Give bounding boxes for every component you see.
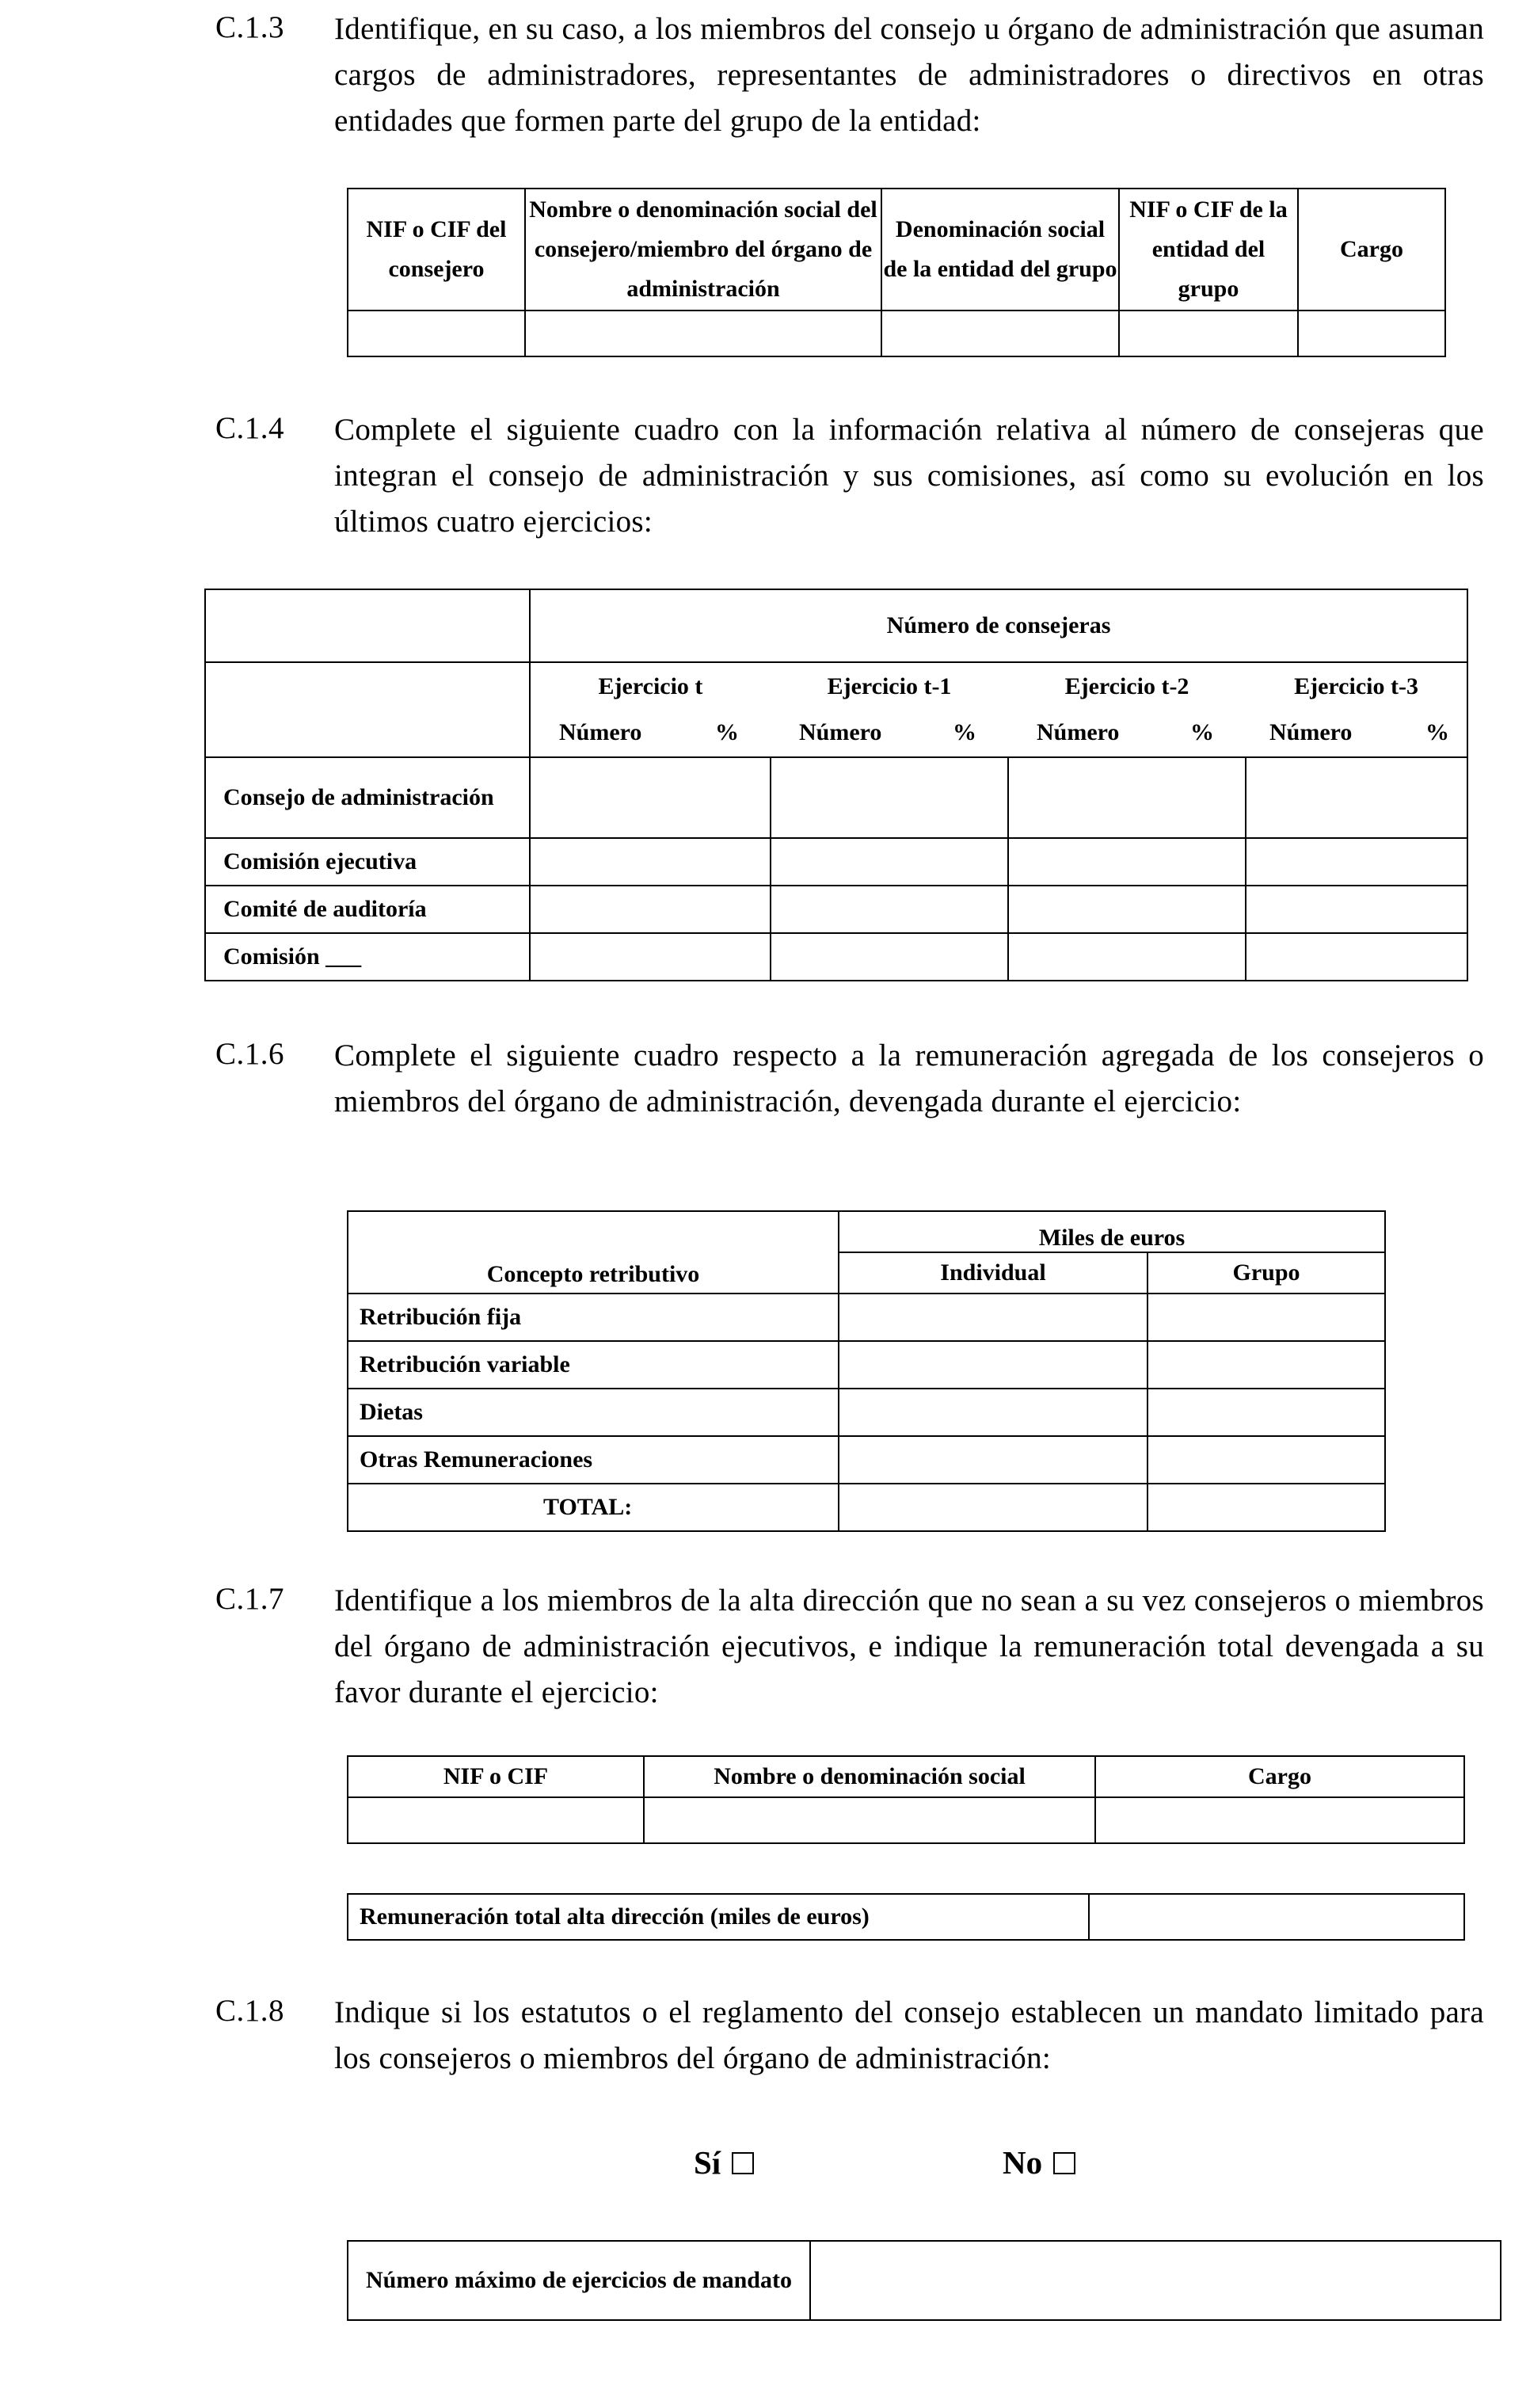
- col-header-cargo: Cargo: [1095, 1756, 1464, 1797]
- input-numero-maximo-ejercicios[interactable]: [810, 2241, 1501, 2320]
- section-text-c16: Complete el siguiente cuadro respecto a la remuneración agregada de los consejeros o miembros del órgano de administración, devengada durante el ejercicio:: [334, 1038, 1484, 1118]
- table-cell[interactable]: [771, 933, 1008, 981]
- section-number-c14: C.1.4: [215, 411, 285, 445]
- col-header-nombre: Nombre o denominación social: [644, 1756, 1095, 1797]
- sub-header-numero: Número: [1269, 719, 1353, 745]
- table-cell[interactable]: [348, 311, 525, 356]
- table-c14: [204, 589, 1468, 981]
- row-label-comision-blank: Comisión ___: [205, 933, 530, 981]
- section-number-c18: C.1.8: [215, 1994, 285, 2028]
- table-c17-total: [347, 1893, 1465, 1941]
- table-cell[interactable]: [839, 1436, 1148, 1484]
- table-cell[interactable]: [525, 311, 881, 356]
- section-text-c17: Identifique a los miembros de la alta dirección que no sean a su vez consejeros o miembros del órgano de administración ejecutivos, e indique la remuneración total devengada a su favor durante el ejercicio:: [334, 1583, 1484, 1709]
- table-cell[interactable]: [839, 1341, 1148, 1389]
- row-label-retribucion-variable: Retribución variable: [348, 1341, 839, 1389]
- sub-header-numero: Número: [799, 719, 882, 745]
- sub-header-numero: Número: [1037, 719, 1120, 745]
- col-header-nif-consejero: NIF o CIF del consejero: [348, 189, 525, 311]
- table-corner-cell: [205, 589, 530, 662]
- table-cell[interactable]: [839, 1294, 1148, 1341]
- table-cell[interactable]: [839, 1389, 1148, 1436]
- option-no-label: No: [1003, 2144, 1043, 2181]
- table-cell[interactable]: [348, 1797, 644, 1843]
- table-cell[interactable]: [1246, 757, 1467, 838]
- section-number-c17: C.1.7: [215, 1582, 285, 1616]
- table-cell[interactable]: [1246, 838, 1467, 886]
- table-cell[interactable]: [530, 933, 771, 981]
- label-numero-maximo-ejercicios: Número máximo de ejercicios de mandato: [348, 2241, 810, 2320]
- table-cell[interactable]: [530, 838, 771, 886]
- row-header-blank: [205, 662, 530, 757]
- table-cell[interactable]: [1008, 838, 1246, 886]
- table-cell[interactable]: [530, 757, 771, 838]
- table-cell[interactable]: [530, 886, 771, 933]
- table-cell[interactable]: [1246, 933, 1467, 981]
- row-label-otras-remuneraciones: Otras Remuneraciones: [348, 1436, 839, 1484]
- col-header-concepto: Concepto retributivo: [348, 1211, 839, 1294]
- table-c18: [347, 2240, 1501, 2321]
- table-cell[interactable]: [1148, 1341, 1385, 1389]
- table-cell[interactable]: [1008, 933, 1246, 981]
- sub-header-pct: %: [953, 719, 976, 745]
- sub-header-pct: %: [1190, 719, 1214, 745]
- table-cell[interactable]: [1298, 311, 1445, 356]
- table-cell[interactable]: [771, 757, 1008, 838]
- row-label-comision-ejecutiva: Comisión ejecutiva: [205, 838, 530, 886]
- table-c17: [347, 1755, 1465, 1844]
- table-cell[interactable]: [1148, 1436, 1385, 1484]
- section-text-c13: Identifique, en su caso, a los miembros del consejo u órgano de administración que asuman cargos de administradores, representantes de administradores o directivos en otras entidades que formen parte del grupo de la entidad:: [334, 12, 1484, 138]
- col-header-nif-entidad: NIF o CIF de la entidad del grupo: [1119, 189, 1298, 311]
- checkbox-no[interactable]: [1053, 2152, 1075, 2174]
- table-cell[interactable]: [1119, 311, 1298, 356]
- table-cell[interactable]: [1148, 1484, 1385, 1531]
- table-cell[interactable]: [1008, 757, 1246, 838]
- input-remuneracion-total[interactable]: [1089, 1894, 1464, 1940]
- col-header-nombre-consejero: Nombre o denominación social del consejero/miembro del órgano de administración: [525, 189, 881, 311]
- period-header-t: Ejercicio t Número %: [530, 662, 771, 757]
- section-text-c14: Complete el siguiente cuadro con la información relativa al número de consejeras que integran el consejo de administración y sus comisiones, así como su evolución en los últimos cuatro ejercicios:: [334, 413, 1484, 539]
- sub-header-numero: Número: [559, 719, 642, 745]
- row-label-retribucion-fija: Retribución fija: [348, 1294, 839, 1341]
- option-si-label: Sí: [694, 2144, 721, 2181]
- period-header-t-2: Ejercicio t-2 Número %: [1008, 662, 1246, 757]
- group-header-numero-consejeras: Número de consejeras: [530, 589, 1467, 662]
- checkbox-si[interactable]: [732, 2152, 754, 2174]
- label-remuneracion-total: Remuneración total alta dirección (miles de euros): [348, 1894, 1089, 1940]
- option-no[interactable]: [1003, 2143, 1075, 2181]
- table-cell[interactable]: [1246, 886, 1467, 933]
- table-cell[interactable]: [839, 1484, 1148, 1531]
- section-number-c13: C.1.3: [215, 10, 285, 44]
- period-header-t-1: Ejercicio t-1 Número %: [771, 662, 1008, 757]
- period-header-t-3: Ejercicio t-3 Número %: [1246, 662, 1467, 757]
- table-cell[interactable]: [1008, 886, 1246, 933]
- group-header-miles-euros: Miles de euros: [839, 1211, 1385, 1252]
- section-number-c16: C.1.6: [215, 1037, 285, 1071]
- row-label-total: TOTAL:: [348, 1484, 839, 1531]
- section-text-c18: Indique si los estatutos o el reglamento del consejo establecen un mandato limitado para los consejeros o miembros del órgano de administración:: [334, 1995, 1484, 2075]
- table-c13: [347, 188, 1446, 357]
- col-header-nif: NIF o CIF: [348, 1756, 644, 1797]
- table-cell[interactable]: [1148, 1294, 1385, 1341]
- row-label-consejo: Consejo de administración: [205, 757, 530, 838]
- sub-header-pct: %: [1425, 719, 1450, 745]
- col-header-denominacion-entidad: Denominación social de la entidad del grupo: [881, 189, 1119, 311]
- col-header-cargo: Cargo: [1298, 189, 1445, 311]
- table-cell[interactable]: [881, 311, 1119, 356]
- row-label-dietas: Dietas: [348, 1389, 839, 1436]
- table-cell[interactable]: [1095, 1797, 1464, 1843]
- col-header-individual: Individual: [839, 1252, 1148, 1294]
- table-cell[interactable]: [644, 1797, 1095, 1843]
- table-cell[interactable]: [771, 838, 1008, 886]
- table-cell[interactable]: [771, 886, 1008, 933]
- sub-header-pct: %: [715, 719, 739, 745]
- table-cell[interactable]: [1148, 1389, 1385, 1436]
- option-si[interactable]: [694, 2143, 754, 2181]
- row-label-comite-auditoria: Comité de auditoría: [205, 886, 530, 933]
- col-header-grupo: Grupo: [1148, 1252, 1385, 1294]
- table-c16: [347, 1210, 1386, 1532]
